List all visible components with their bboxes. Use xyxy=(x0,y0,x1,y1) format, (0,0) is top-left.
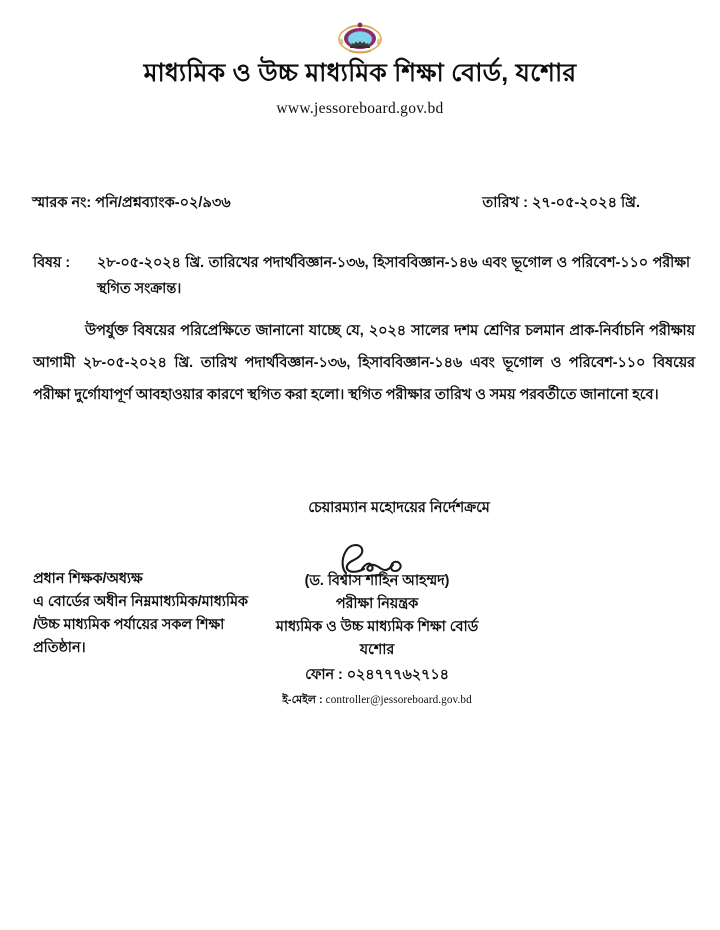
subject-label: বিষয় : xyxy=(33,255,71,271)
signer-email-line xyxy=(276,691,478,709)
recipient-line-4: প্রতিষ্ঠান। xyxy=(33,640,86,657)
memo-meta-row xyxy=(32,192,688,216)
page-title: মাধ্যমিক ও উচ্চ মাধ্যমিক শিক্ষা বোর্ড, যশোর xyxy=(143,59,577,87)
body-paragraph: উপর্যুক্ত বিষয়ের পরিপ্রেক্ষিতে জানানো যাচ্ছে যে, ২০২৪ সালের দশম শ্রেণির চলমান প্রাক-নির্বাচনি পরীক্ষায় আগামী ২৮-০৫-২০২৪ খ্রি. তারিখ পদার্থবিজ্ঞান-১৩৬, হিসাববিজ্ঞান-১৪৬ এবং ভূগোল ও পরিবেশ-১১০ বিষয়ের পরীক্ষা দুর্গোযাপূর্ণ আবহাওয়ার কারণে স্থগিত করা হলো। স্থগিত পরীক্ষার তারিখ ও সময় পরবর্তীতে জানানো হবে। xyxy=(33,323,695,404)
document-header xyxy=(0,0,720,118)
subject-block xyxy=(33,250,690,303)
order-of-chairman-line xyxy=(0,497,720,521)
signer-designation: পরীক্ষা নিয়ন্ত্রক xyxy=(335,596,419,613)
jessore-education-board-emblem-icon xyxy=(337,22,383,56)
board-website-url: www.jessoreboard.gov.bd xyxy=(276,100,444,118)
signer-email-label: ই-মেইল : xyxy=(282,693,323,706)
signer-phone: ফোন : ০২৪৭৭৭৬২৭১৪ xyxy=(305,666,449,683)
memo-date: তারিখ : ২৭-০৫-২০২৪ খ্রি. xyxy=(482,195,640,211)
memo-number: স্মারক নং: পনি/প্রশ্নব্যাংক-০২/৯৩৬ xyxy=(32,195,231,211)
subject-text: ২৮-০৫-২০২৪ খ্রি. তারিখের পদার্থবিজ্ঞান-১৩৬, হিসাববিজ্ঞান-১৪৬ এবং ভূগোল ও পরিবেশ-১১০ পরীক্ষা স্থগিত সংক্রান্ত। xyxy=(97,255,690,298)
signer-email-value: controller@jessoreboard.gov.bd xyxy=(325,693,472,706)
recipient-block xyxy=(33,568,288,661)
signer-organization: মাধ্যমিক ও উচ্চ মাধ্যমিক শিক্ষা বোর্ড xyxy=(275,619,479,636)
recipient-line-2: এ বোর্ডের অধীন নিম্নমাধ্যমিক/মাধ্যমিক xyxy=(33,594,248,611)
signer-name: (ড. বিশ্বাস শাহিন আহম্মদ) xyxy=(304,573,450,589)
recipient-line-1: প্রধান শিক্ষক/অধ্যক্ষ xyxy=(33,571,143,587)
recipient-line-3: /উচ্চ মাধ্যমিক পর্যায়ের সকল শিক্ষা xyxy=(33,617,225,634)
order-of-chairman-text: চেয়ারম্যান মহোদয়ের নির্দেশক্রমে xyxy=(308,500,490,516)
signer-city: যশোর xyxy=(359,642,395,659)
